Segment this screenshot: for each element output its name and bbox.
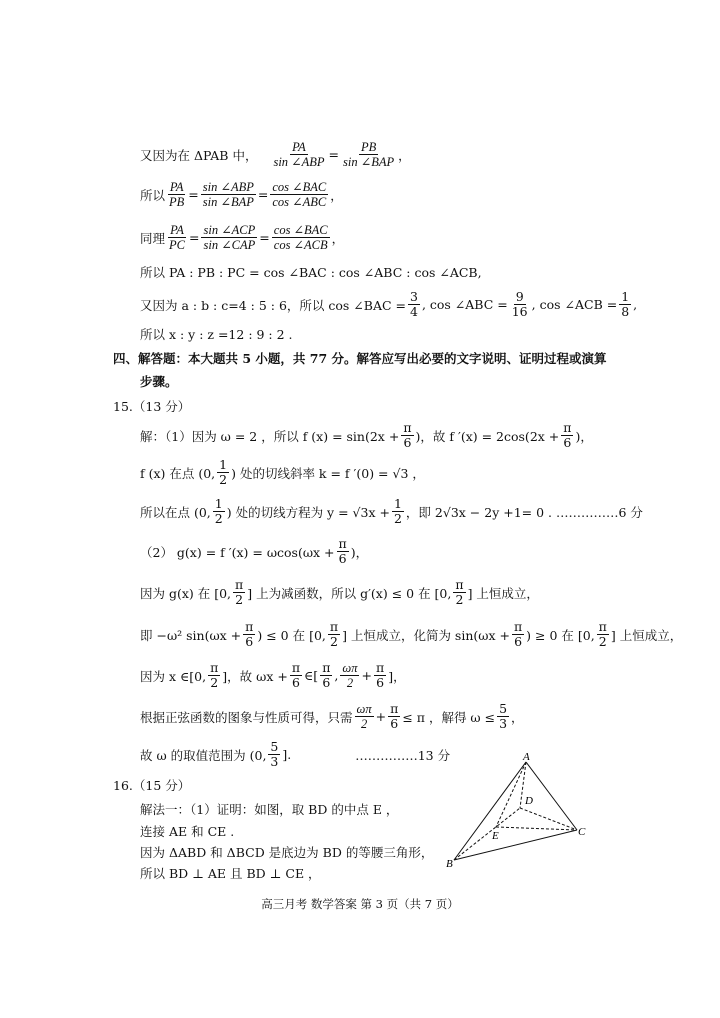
fraction: $\frac{\pi}{6}$: [403, 420, 412, 451]
fraction: $\frac{9}{16}$: [511, 289, 528, 320]
fraction: $\frac{5}{3}$: [270, 739, 279, 770]
fraction: $\frac{\pi}{6}$: [338, 536, 347, 567]
fraction: $\frac{\pi}{6}$: [322, 660, 331, 691]
text-line: 所以 PA : PB : PC = cos ∠BAC : cos ∠ABC : cos ∠ACB,: [140, 265, 482, 280]
text-line: 解：（1）因为 ω = 2 ，所以 f (x) = sin(2x + $\frac{\pi}{6}$ )，故 f ′(x) = 2cos(2x + $\frac{\pi}{6}$ )，: [140, 420, 593, 451]
fraction: $\frac{3}{4}$: [409, 289, 418, 320]
text-line: 又因为在 ΔPAB 中， $\frac{PA}{\text{sin ∠ABP}}$ = $\frac{PB}{\text{sin ∠BAP}}$ ，: [140, 140, 411, 170]
fraction: $\frac{\text{cos ∠BAC}}{\text{cos ∠ABC}}$: [272, 180, 327, 210]
text: 又因为在 ΔPAB 中，: [140, 147, 258, 163]
fraction: $\frac{\text{sin ∠ABP}}{\text{sin ∠BAP}}$: [202, 180, 254, 210]
text-line: 所以 BD ⊥ AE 且 BD ⊥ CE ，: [140, 866, 321, 881]
fraction: $\frac{\pi}{6}$: [563, 420, 572, 451]
fraction: $\frac{PA}{\text{sin ∠ABP}}$: [273, 140, 325, 170]
fraction: $\frac{\pi}{6}$: [390, 701, 399, 732]
text-line: 因为 x ∈[0, $\frac{\pi}{2}$ ]，故 ωx + $\frac{\pi}{6}$ ∈[ $\frac{\pi}{6}$ , $\frac{\omega\pi}{2}$ + $\frac{\pi}{6}$ ]，: [140, 660, 406, 691]
fraction: $\frac{\pi}{2}$: [329, 619, 339, 650]
label-D: D: [525, 795, 533, 807]
text-line: 连接 AE 和 CE .: [140, 824, 235, 839]
text-line: 因为 ΔABD 和 ΔBCD 是底边为 BD 的等腰三角形，: [140, 845, 434, 860]
fraction: $\frac{\pi}{6}$: [375, 660, 385, 691]
edge-AC: [526, 762, 577, 830]
fraction: $\frac{\pi}{6}$: [291, 660, 301, 691]
fraction: $\frac{\pi}{2}$: [455, 577, 464, 608]
fraction: $\frac{5}{3}$: [499, 701, 508, 732]
text-line: 解法一：（1）证明：如图，取 BD 的中点 E ，: [140, 802, 399, 817]
text-line: 同理 $\frac{PA}{PC}$ = $\frac{\text{sin ∠ACP}}{\text{sin ∠CAP}}$ = $\frac{\text{cos ∠BAC}}{\text{cos ∠ACB}}$ ，: [140, 223, 345, 253]
label-A: A: [523, 751, 530, 763]
question-number: 16.（15 分）: [113, 778, 191, 793]
text-line: 所以 x : y : z =12 : 9 : 2 .: [140, 327, 293, 342]
text-line: 因为 g(x) 在 [0, $\frac{\pi}{2}$ ] 上为减函数，所以 g′(x) ≤ 0 在 [0, $\frac{\pi}{2}$ ] 上恒成立，: [140, 577, 539, 608]
fraction: $\frac{\text{sin ∠ACP}}{\text{sin ∠CAP}}$: [203, 223, 256, 253]
text-line: 根据正弦函数的图象与性质可得，只需 $\frac{\omega\pi}{2}$ + $\frac{\pi}{6}$ ≤ π ，解得 ω ≤ $\frac{5}{3}$ ，: [140, 701, 524, 732]
question-number: 15.（13 分）: [113, 399, 191, 414]
text-line: 故 ω 的取值范围为 (0, $\frac{5}{3}$ ]. ……………13 分: [140, 739, 451, 770]
fraction: $\frac{\pi}{6}$: [245, 619, 254, 650]
label-C: C: [578, 826, 586, 838]
fraction: $\frac{\pi}{2}$: [235, 577, 244, 608]
fraction: $\frac{\pi}{6}$: [513, 619, 523, 650]
label-E: E: [492, 830, 499, 842]
fraction: $\frac{\omega\pi}{2}$: [356, 702, 372, 732]
fraction: $\frac{PA}{PC}$: [169, 223, 185, 253]
text-line: 所以 $\frac{PA}{PB}$ = $\frac{\text{sin ∠ABP}}{\text{sin ∠BAP}}$ = $\frac{\text{cos ∠BAC}}{\text{cos ∠ABC}}$ ，: [140, 180, 343, 210]
segment-CE: [496, 827, 577, 830]
fraction: $\frac{\text{cos ∠BAC}}{\text{cos ∠ACB}}$: [273, 223, 328, 253]
score-marker: ……………13 分: [355, 747, 451, 763]
fraction: $\frac{\pi}{2}$: [598, 619, 607, 650]
fraction: $\frac{\pi}{2}$: [210, 660, 219, 691]
text-line: 即 −ω² sin(ωx + $\frac{\pi}{6}$ ) ≤ 0 在 [0, $\frac{\pi}{2}$ ] 上恒成立，化简为 sin(ωx + $\frac{\pi}{6}$ ) ≥ 0 在 [0, $\frac{\pi}{2}$ ] 上恒成立，: [140, 619, 683, 650]
fraction: $\frac{1}{2}$: [393, 496, 402, 527]
text-line: （2） g(x) = f ′(x) = ωcos(ωx + $\frac{\pi}{6}$ )，: [140, 536, 369, 567]
fraction: $\frac{PA}{PB}$: [169, 180, 185, 210]
tetrahedron-figure: [440, 750, 590, 872]
page-footer: 高三月考 数学答案 第 3 页（共 7 页）: [261, 897, 459, 911]
text-line: f (x) 在点 (0, $\frac{1}{2}$ ) 处的切线斜率 k = f ′(0) = √3 ，: [140, 457, 425, 488]
text-line: 所以在点 (0, $\frac{1}{2}$ ) 处的切线方程为 y = √3x + $\frac{1}{2}$ ，即 2√3x − 2y +1= 0 . ……………6 分: [140, 496, 643, 527]
fraction: $\frac{\omega\pi}{2}$: [342, 661, 358, 691]
text-line: 又因为 a : b : c=4 : 5 : 6，所以 cos ∠BAC = $\frac{3}{4}$ , cos ∠ABC = $\frac{9}{16}$ , cos ∠ACB = $\frac{1}{8}$ ,: [140, 289, 638, 320]
fraction: $\frac{PB}{\text{sin ∠BAP}}$: [343, 140, 395, 170]
fraction: $\frac{1}{2}$: [219, 457, 228, 488]
section-heading-cont: 步骤。: [140, 374, 178, 389]
label-B: B: [446, 858, 453, 870]
fraction: $\frac{1}{2}$: [214, 496, 223, 527]
fraction: $\frac{1}{8}$: [621, 289, 630, 320]
section-heading: 四、解答题：本大题共 5 小题，共 77 分。解答应写出必要的文字说明、证明过程或演算: [113, 351, 607, 366]
